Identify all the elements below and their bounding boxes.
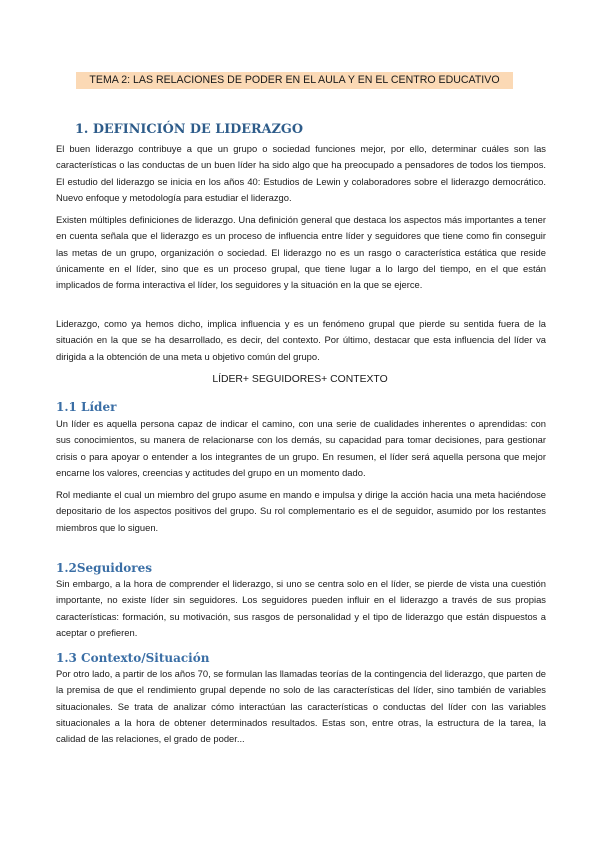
document-title: TEMA 2: LAS RELACIONES DE PODER EN EL AULA Y EN EL CENTRO EDUCATIVO: [76, 72, 513, 89]
paragraph-definiciones: Existen múltiples definiciones de liderazgo. Una definición general que destaca los aspectos más importantes a tener en cuenta señala que el liderazgo es un proceso de influencia entre líder y seguidores que tiene como fin conseguir las metas de un grupo, organización o sociedad. El liderazgo no es un rasgo o característica estática que reside únicamente en el líder, sino que es un proceso grupal, que tiene lugar a lo largo del tiempo, en el que están implicados de forma interactiva el líder, los seguidores y la situación en la que se ejerce.: [56, 214, 546, 291]
paragraph-influencia: Liderazgo, como ya hemos dicho, implica influencia y es un fenómeno grupal que pierde su sentida fuera de la situación en la que se ha desarrollado, es decir, del contexto. Por último, destacar que esta influencia del líder va dirigida a la obtención de una meta u objetivo común del grupo.: [56, 318, 546, 362]
paragraph-rol: Rol mediante el cual un miembro del grupo asume en mando e impulsa y dirige la acción hacia una meta haciéndose depositario de los aspectos positivos del grupo. Su rol complementario es el de seguidor, asumido por los restantes miembros que lo siguen.: [56, 489, 546, 533]
paragraph-intro: El buen liderazgo contribuye a que un grupo o sociedad funciones mejor, por ello, determinar cuáles son las características o las conductas de un buen líder ha sido algo que ha preocupado a pensadores de todos los tiempos. El estudio del liderazgo se inicia en los años 40: Estudios de Lewin y colaboradores sobre el liderazgo democrático. Nuevo enfoque y metodología para estudiar el liderazgo.: [56, 143, 546, 203]
paragraph-contexto: Por otro lado, a partir de los años 70, se formulan las llamadas teorías de la contingencia del liderazgo, que parten de la premisa de que el rendimiento grupal depende no solo de las características del líder, sino también de variables situacionales. Se trata de analizar cómo interactúan las características o conductas del líder con las variables situacionales a la hora de obtener determinados resultados. Estas son, entre otras, la estructura de la tarea, la calidad de las relaciones, el grado de poder...: [56, 668, 546, 745]
paragraph-lider: Un líder es aquella persona capaz de indicar el camino, con una serie de cualidades inherentes o aprendidas: con sus conocimientos, su manera de relacionarse con los demás, su capacidad para tomar decisiones, para gestionar crisis o para apoyar o entender a los integrantes de un grupo. En resumen, el líder será aquella persona que mejor encarne los valores, creencias y actitudes del grupo en un momento dado.: [56, 418, 546, 478]
subheading-contexto: 1.3 Contexto/Situación: [56, 651, 210, 665]
formula-line: LÍDER+ SEGUIDORES+ CONTEXTO: [212, 374, 388, 385]
paragraph-seguidores: Sin embargo, a la hora de comprender el liderazgo, si uno se centra solo en el líder, se pierde de vista una cuestión importante, no existe líder sin seguidores. Los seguidores pueden influir en el liderazgo a través de sus propias características: formación, su motivación, sus rasgos de personalidad y el tipo de liderazgo que están dispuestos a aceptar o prefieren.: [56, 578, 546, 638]
subheading-seguidores: 1.2Seguidores: [56, 561, 152, 575]
section-heading-definicion: 1. DEFINICIÓN DE LIDERAZGO: [75, 122, 304, 137]
subheading-lider: 1.1 Líder: [56, 400, 117, 414]
